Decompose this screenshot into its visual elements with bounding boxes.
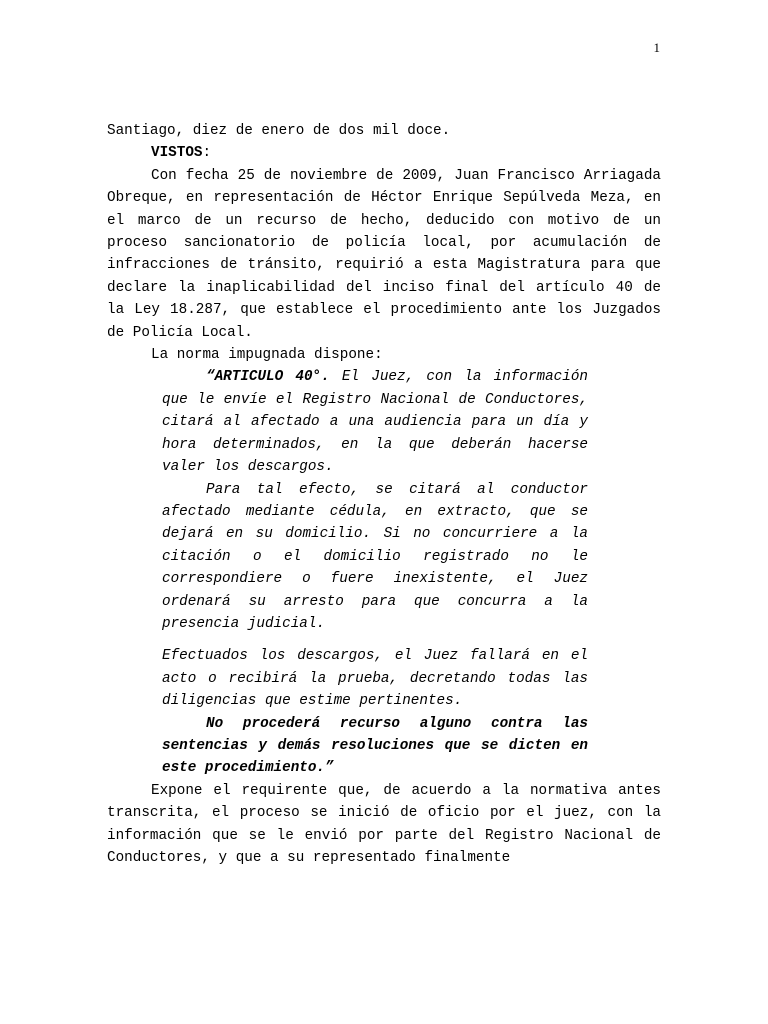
quote-paragraph-1-text: El Juez, con la información que le envíe el Registro Nacional de Conductores, citará al afectado a una audiencia para un día y hora determinados, en la que deberán hacerse valer los descargos. (162, 369, 588, 476)
paragraph-2: La norma impugnada dispone: (151, 347, 383, 364)
quote-paragraph-3: Efectuados los descargos, el Juez fallará en el acto o recibirá la prueba, decretando todas las diligencias que estime pertinentes. (162, 648, 588, 710)
document-body (107, 120, 661, 869)
paragraph-1: Con fecha 25 de noviembre de 2009, Juan Francisco Arriagada Obreque, en representación de Héctor Enrique Sepúlveda Meza, en el marco de un recurso de hecho, deducido con motivo de un proceso sancionatorio de policía local, por acumulación de infracciones de tránsito, requirió a esta Magistratura para que declare la inaplicabilidad del inciso final del artículo 40 de la Ley 18.287, que establece el procedimiento ante los Juzgados de Policía Local. (107, 167, 661, 341)
quote-paragraph-2: Para tal efecto, se citará al conductor afectado mediante cédula, en extracto, que se dejará en su domicilio. Si no concurriere a la citación o el domicilio registrado no le correspondiere o fuere inexistente, el Juez ordenará su arresto para que concurra a la presencia judicial. (162, 481, 588, 632)
page-number: 1 (653, 40, 660, 55)
vistos-heading (107, 142, 661, 164)
paragraph-3: Expone el requirente que, de acuerdo a la normativa antes transcrita, el proceso se inició de oficio por el juez, con la información que se le envió por parte del Registro Nacional de Conductores, y que a su representado finalmente (107, 782, 661, 866)
quoted-article (162, 366, 588, 779)
opening-line: Santiago, diez de enero de dos mil doce. (107, 123, 451, 139)
vistos-label: VISTOS (151, 145, 203, 162)
quote-paragraph-4: No procederá recurso alguno contra las sentencias y demás resoluciones que se dicten en este procedimiento.” (162, 715, 588, 777)
quote-paragraph-1 (162, 366, 588, 478)
vistos-colon: : (202, 145, 212, 162)
article-heading: “ARTICULO 40°. (206, 369, 330, 386)
